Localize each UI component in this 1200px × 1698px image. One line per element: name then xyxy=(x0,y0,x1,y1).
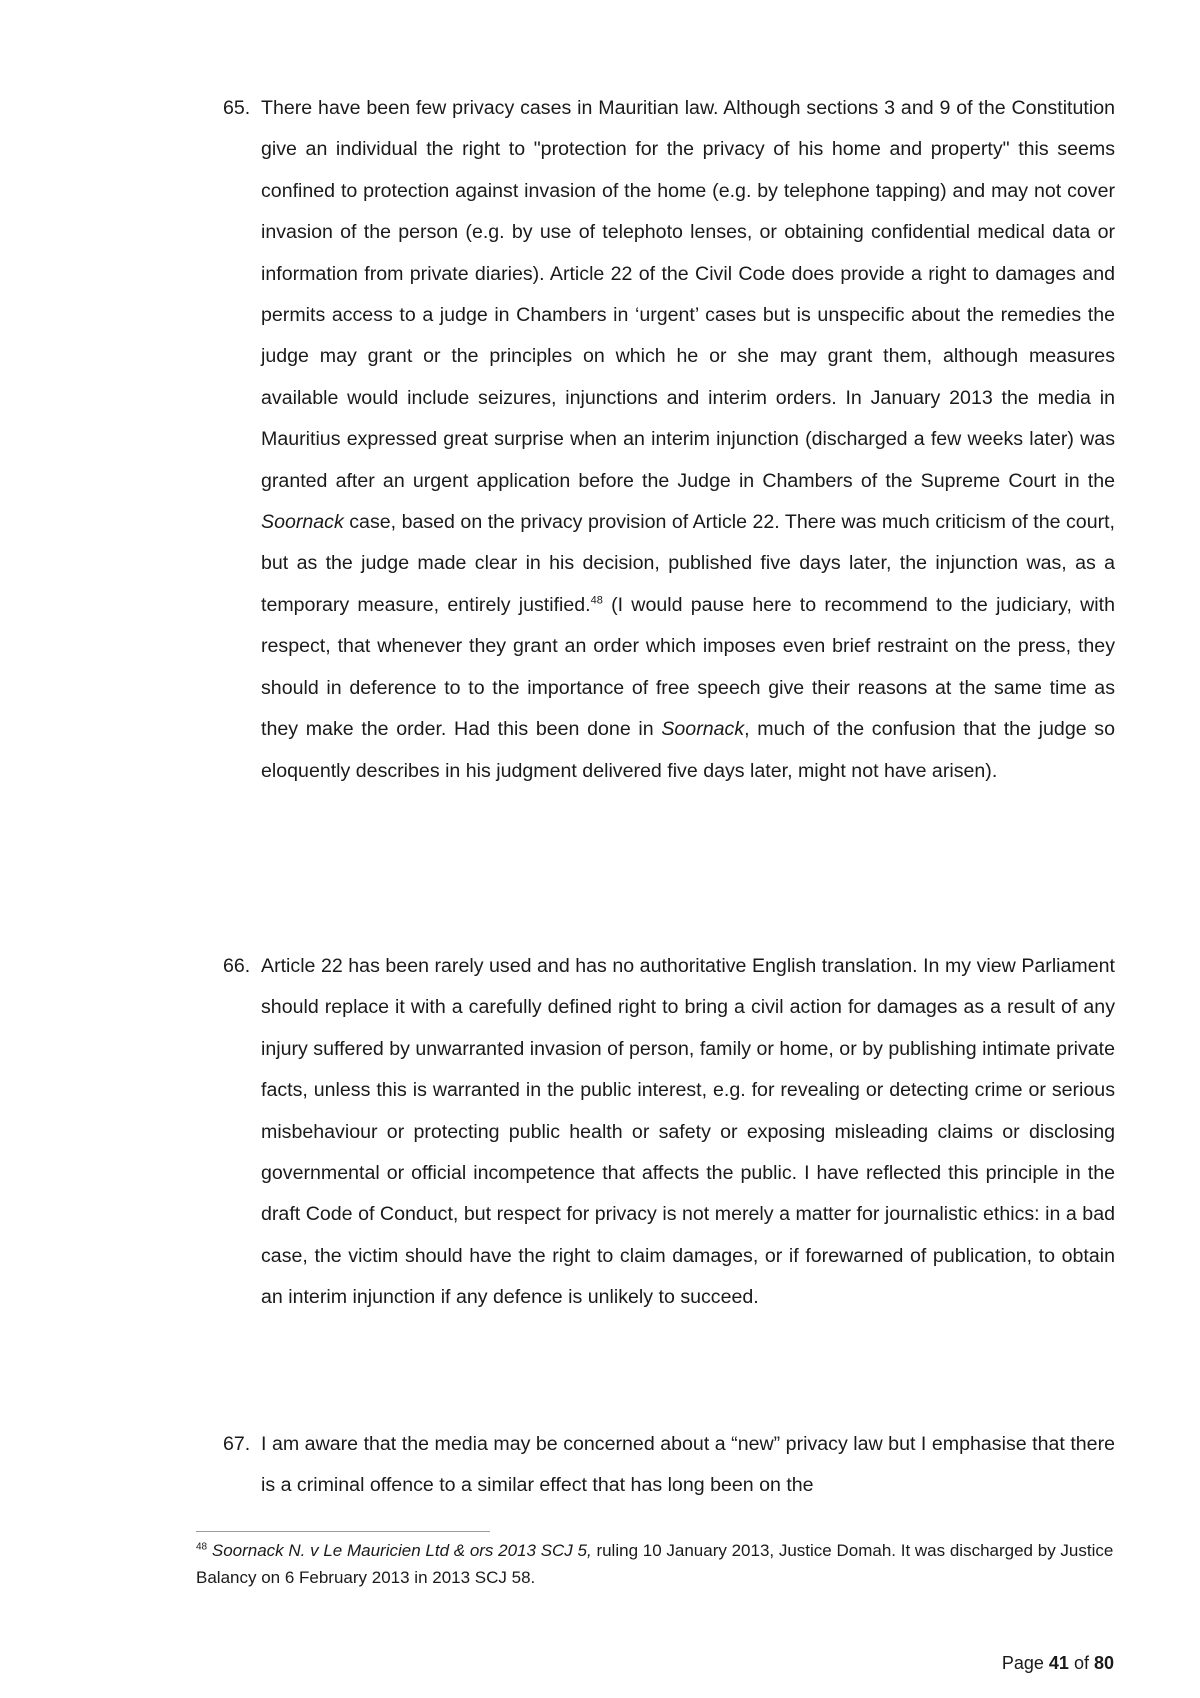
paragraph-number: 67. xyxy=(223,1433,251,1455)
footnote-citation-italic: Soornack N. v Le Mauricien Ltd & ors 2013 SCJ 5, xyxy=(211,1541,592,1560)
paragraph-65 xyxy=(223,88,1115,792)
paragraph-text: There have been few privacy cases in Mauritian law. Although sections 3 and 9 of the Constitution give an individual the right to "protection for the privacy of his home and property" this seems confined to protection against invasion of the home (e.g. by telephone tapping) and may not cover invasion of the person (e.g. by use of telephoto lenses, or obtaining confidential medical data or information from private diaries). Article 22 of the Civil Code does provide a right to damages and permits access to a judge in Chambers in ‘urgent’ cases but is unspecific about the remedies the judge may grant or the principles on which he or she may grant them, although measures available would include seizures, injunctions and interim orders. In January 2013 the media in Mauritius expressed great surprise when an interim injunction (discharged a few weeks later) was granted after an urgent application before the Judge in Chambers of the Supreme Court in the xyxy=(261,97,1115,492)
page-of: of xyxy=(1073,1653,1089,1673)
footnote-48 xyxy=(196,1537,1116,1591)
paragraph-body: Article 22 has been rarely used and has no authoritative English translation. In my view Parliament should replace it with a carefully defined right to bring a civil action for damages as a result of any injury suffered by unwarranted invasion of person, family or home, or by publishing intimate private facts, unless this is warranted in the public interest, e.g. for revealing or detecting crime or serious misbehaviour or protecting public health or safety or exposing misleading claims or disclosing governmental or official incompetence that affects the public. I have reflected this principle in the draft Code of Conduct, but respect for privacy is not merely a matter for journalistic ethics: in a bad case, the victim should have the right to claim damages, or if forewarned of publication, to obtain an interim injunction if any defence is unlikely to succeed. xyxy=(261,955,1115,1309)
paragraph-66 xyxy=(223,946,1115,1319)
paragraph-number: 66. xyxy=(223,955,251,977)
paragraph-text: , much of the confusion that the judge so eloquently describes in his judgment delivered five days later, might not have arisen). xyxy=(261,718,1115,782)
paragraph-body: I am aware that the media may be concerned about a “new” privacy law but I emphasise that there is a criminal offence to a similar effect that has long been on the xyxy=(261,1433,1115,1497)
paragraph-text: (I would pause here to recommend to the judiciary, with respect, that whenever they grant an order which imposes even brief restraint on the press, they should in deference to to the importance of free speech give their reasons at the same time as they make the order. Had this been done in xyxy=(261,593,1115,741)
paragraph-body xyxy=(261,88,1115,792)
paragraph-text: case, based on the privacy provision of Article 22. There was much criticism of the court, but as the judge made clear in his decision, published five days later, the injunction was, as a temporary measure, entirely justified. xyxy=(261,511,1115,616)
case-name-italic: Soornack xyxy=(261,511,344,534)
footnote-reference[interactable]: 48 xyxy=(590,594,603,607)
footnote-separator xyxy=(196,1531,490,1532)
paragraph-67 xyxy=(223,1424,1115,1507)
case-name-italic: Soornack xyxy=(661,718,745,741)
page-total: 80 xyxy=(1093,1653,1114,1673)
footnote-marker: 48 xyxy=(196,1541,208,1553)
page-prefix: Page xyxy=(1001,1653,1044,1673)
page-current: 41 xyxy=(1048,1653,1069,1673)
footnote-text: ruling 10 January 2013, Justice Domah. It was discharged by Justice Balancy on 6 February 2013 in 2013 SCJ 58. xyxy=(196,1541,1114,1587)
page-number xyxy=(1002,1653,1114,1674)
paragraph-number: 65. xyxy=(223,97,251,119)
